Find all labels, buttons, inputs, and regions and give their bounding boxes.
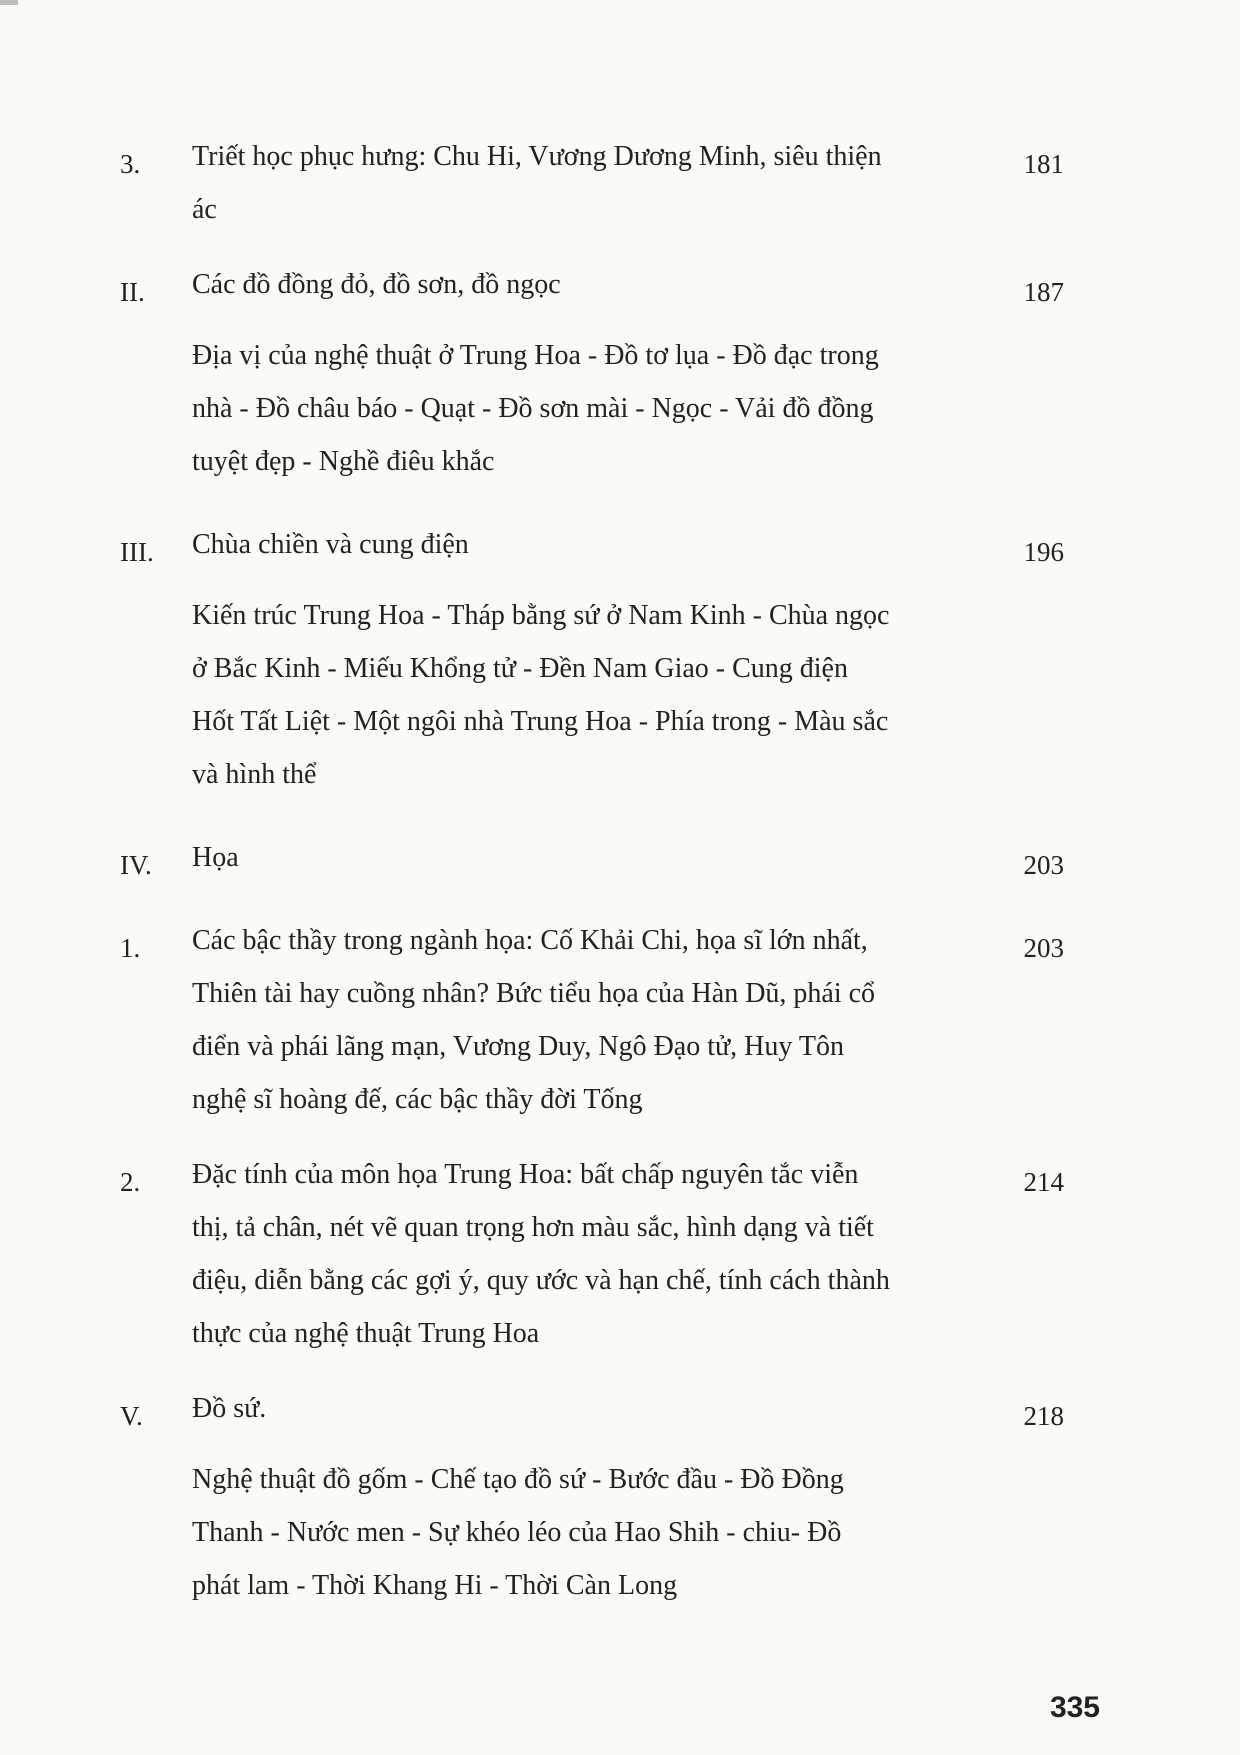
toc-entry-iii [120, 518, 1080, 809]
entry-number: II. [120, 277, 145, 307]
toc-entry-v [120, 1382, 1080, 1620]
entry-title: Họa [192, 842, 239, 873]
entry-number: 1. [120, 933, 141, 963]
entry-title: Các bậc thầy trong ngành họa: Cố Khải Chi, họa sĩ lớn nhất, Thiên tài hay cuồng nhân? Bức tiểu họa của Hàn Dũ, phái cổ điển và phái lãng mạn, Vương Duy, Ngô Đạo tử, Huy Tôn nghệ sĩ hoàng đế, các bậc thầy đời Tống [192, 925, 876, 1115]
entry-page-number: 181 [1023, 149, 1064, 179]
entry-number: 3. [120, 149, 141, 179]
entry-title: Các đồ đồng đỏ, đồ sơn, đồ ngọc [192, 269, 561, 300]
entry-number: IV. [120, 850, 152, 880]
entry-page-number: 218 [1023, 1401, 1064, 1431]
page-number: 335 [1049, 1691, 1100, 1724]
entry-title: Chùa chiền và cung điện [192, 529, 469, 560]
entry-description: Địa vị của nghệ thuật ở Trung Hoa - Đồ tơ lụa - Đồ đạc trong nhà - Đồ châu báo - Quạt - Đồ sơn mài - Ngọc - Vải đồ đồng tuyệt đẹp - Nghề điêu khắc [192, 340, 879, 477]
toc-entry-1 [120, 914, 1080, 1126]
entry-page-number: 203 [1023, 933, 1064, 963]
entry-number: 2. [120, 1167, 141, 1197]
table-of-contents [120, 130, 1080, 1642]
entry-page-number: 187 [1023, 277, 1064, 307]
entry-description: Nghệ thuật đồ gốm - Chế tạo đồ sứ - Bước đầu - Đồ Đồng Thanh - Nước men - Sự khéo léo của Hao Shih - chiu- Đồ phát lam - Thời Khang Hi - Thời Càn Long [192, 1464, 844, 1601]
entry-number: III. [120, 537, 154, 567]
entry-title: Triết học phục hưng: Chu Hi, Vương Dương Minh, siêu thiện ác [192, 141, 882, 225]
entry-number: V. [120, 1401, 143, 1431]
entry-title: Đặc tính của môn họa Trung Hoa: bất chấp nguyên tắc viễn thị, tả chân, nét vẽ quan trọng hơn màu sắc, hình dạng và tiết điệu, diễn bằng các gợi ý, quy ước và hạn chế, tính cách thành thực của nghệ thuật Trung Hoa [192, 1159, 890, 1349]
toc-entry-2 [120, 1148, 1080, 1360]
entry-page-number: 203 [1023, 850, 1064, 880]
entry-page-number: 196 [1023, 537, 1064, 567]
entry-title: Đồ sứ. [192, 1393, 267, 1424]
scan-corner-mark [0, 0, 18, 5]
entry-description: Kiến trúc Trung Hoa - Tháp bằng sứ ở Nam Kinh - Chùa ngọc ở Bắc Kinh - Miếu Khổng tử - Đền Nam Giao - Cung điện Hốt Tất Liệt - Một ngôi nhà Trung Hoa - Phía trong - Màu sắc và hình thể [192, 600, 890, 790]
toc-entry-3 [120, 130, 1080, 236]
toc-entry-ii [120, 258, 1080, 496]
entry-page-number: 214 [1023, 1167, 1064, 1197]
toc-entry-iv [120, 831, 1080, 892]
